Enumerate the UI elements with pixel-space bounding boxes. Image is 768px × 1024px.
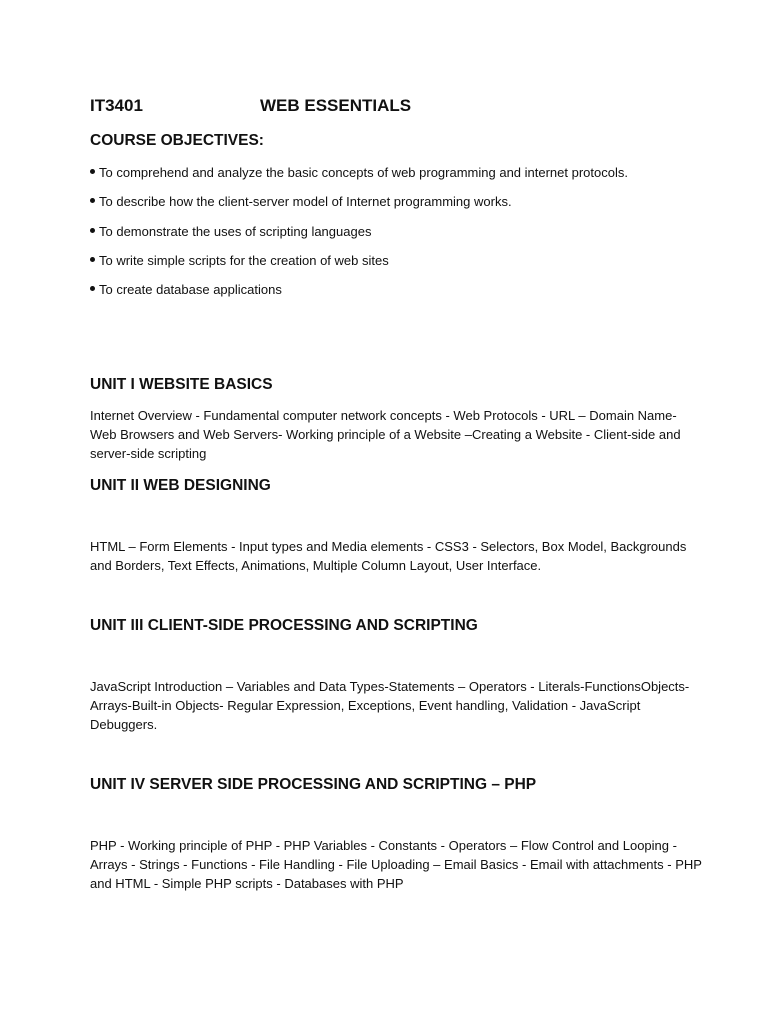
bullet-icon bbox=[90, 228, 95, 233]
content-line: Arrays-Built-in Objects- Regular Expression, Exceptions, Event handling, Validation - JavaScript bbox=[90, 698, 641, 713]
unit-2-title: UNIT II WEB DESIGNING bbox=[90, 477, 271, 494]
content-line: and Borders, Text Effects, Animations, Multiple Column Layout, User Interface. bbox=[90, 558, 542, 573]
objective-text: To create database applications bbox=[99, 282, 282, 297]
unit-1-content bbox=[90, 406, 680, 463]
unit-2-content bbox=[90, 537, 687, 575]
unit-4-content bbox=[90, 836, 702, 893]
bullet-icon bbox=[90, 198, 95, 203]
content-line: Debuggers. bbox=[90, 717, 158, 732]
unit-1-title: UNIT I WEBSITE BASICS bbox=[90, 376, 273, 393]
objective-item bbox=[90, 194, 512, 209]
objective-text: To demonstrate the uses of scripting languages bbox=[99, 224, 372, 239]
content-line: and HTML - Simple PHP scripts - Databases with PHP bbox=[90, 876, 404, 891]
content-line: HTML – Form Elements - Input types and Media elements - CSS3 - Selectors, Box Model, Backgrounds bbox=[90, 539, 687, 554]
objective-item bbox=[90, 165, 628, 180]
objective-text: To write simple scripts for the creation of web sites bbox=[99, 253, 389, 268]
content-line: Internet Overview - Fundamental computer network concepts - Web Protocols - URL – Domain Name- bbox=[90, 408, 677, 423]
bullet-icon bbox=[90, 169, 95, 174]
objective-item bbox=[90, 282, 282, 297]
course-name: WEB ESSENTIALS bbox=[260, 96, 412, 115]
content-line: Arrays - Strings - Functions - File Handling - File Uploading – Email Basics - Email with attachments - PHP bbox=[90, 857, 702, 872]
objective-text: To comprehend and analyze the basic concepts of web programming and internet protocols. bbox=[99, 165, 628, 180]
course-code: IT3401 bbox=[90, 96, 143, 115]
objective-item bbox=[90, 224, 371, 239]
content-line: server-side scripting bbox=[90, 446, 207, 461]
bullet-icon bbox=[90, 286, 95, 291]
objective-text: To describe how the client-server model of Internet programming works. bbox=[99, 194, 512, 209]
content-line: Web Browsers and Web Servers- Working principle of a Website –Creating a Website - Client-side and bbox=[90, 427, 681, 442]
unit-3-title: UNIT III CLIENT-SIDE PROCESSING AND SCRIPTING bbox=[90, 617, 478, 634]
bullet-icon bbox=[90, 257, 95, 262]
content-line: PHP - Working principle of PHP - PHP Variables - Constants - Operators – Flow Control and Looping - bbox=[90, 838, 677, 853]
objective-item bbox=[90, 253, 389, 268]
unit-4-title: UNIT IV SERVER SIDE PROCESSING AND SCRIPTING – PHP bbox=[90, 776, 537, 793]
objectives-heading: COURSE OBJECTIVES: bbox=[90, 132, 264, 149]
content-line: JavaScript Introduction – Variables and Data Types-Statements – Operators - Literals-FunctionsObjects- bbox=[90, 679, 690, 694]
unit-3-content bbox=[90, 677, 690, 734]
